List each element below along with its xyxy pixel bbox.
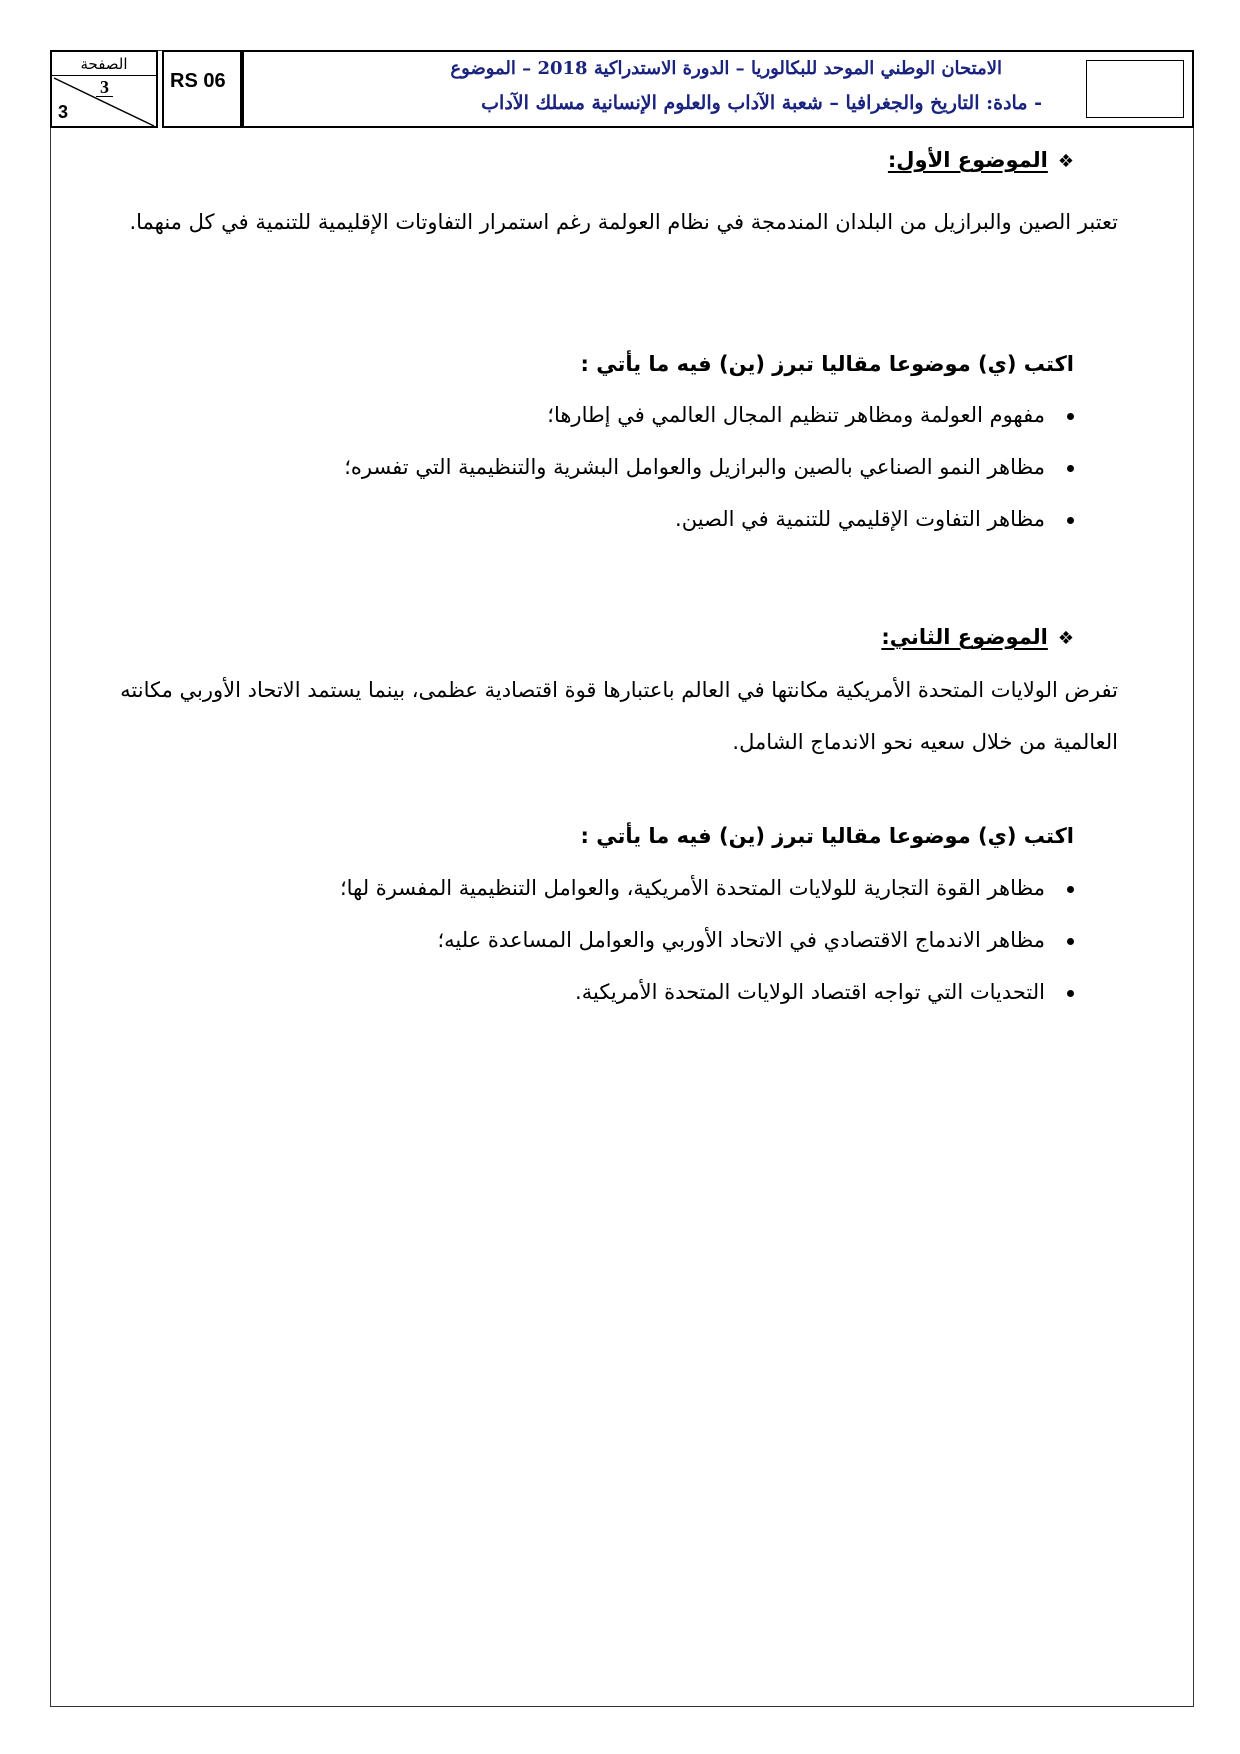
topic1-instruction: اكتب (ي) موضوعا مقاليا تبرز (ين) فيه ما يأتي :: [580, 352, 1074, 376]
topic1-item: مظاهر النمو الصناعي بالصين والبرازيل والعوامل البشرية والتنظيمية التي تفسره؛: [344, 455, 1074, 479]
exam-title-line2: - مادة: التاريخ والجغرافيا – شعبة الآداب والعلوم الإنسانية مسلك الآداب: [481, 92, 1042, 114]
page-current: 3: [96, 78, 113, 97]
bullet-icon: [1067, 465, 1074, 472]
topic1-title: الموضوع الأول:: [887, 148, 1048, 172]
exam-code-box: [162, 50, 242, 128]
topic2-item: مظاهر الاندماج الاقتصادي في الاتحاد الأوربي والعوامل المساعدة عليه؛: [437, 928, 1074, 952]
diamond-bullet-icon: ❖: [1057, 151, 1074, 172]
bullet-icon: [1067, 886, 1074, 893]
exam-code: RS 06: [170, 70, 226, 92]
page-label: الصفحة: [52, 55, 156, 76]
topic1-item: مظاهر التفاوت الإقليمي للتنمية في الصين.: [675, 507, 1074, 531]
diamond-bullet-icon: ❖: [1057, 628, 1074, 649]
topic2-title: الموضوع الثاني:: [881, 625, 1048, 649]
topic1-paragraph: تعتبر الصين والبرازيل من البلدان المندمجة في نظام العولمة رغم استمرار التفاوتات الإقليمية للتنمية في كل منهما.: [129, 210, 1118, 234]
exam-title-line1: الامتحان الوطني الموحد للبكالوريا – الدورة الاستدراكية 2018 – الموضوع: [450, 58, 1002, 79]
topic2-instruction: اكتب (ي) موضوعا مقاليا تبرز (ين) فيه ما يأتي :: [580, 824, 1074, 848]
bullet-icon: [1067, 990, 1074, 997]
topic1-heading: [888, 148, 1074, 172]
page-number-box: [50, 50, 158, 128]
topic2-item: التحديات التي تواجه اقتصاد الولايات المتحدة الأمريكية.: [575, 980, 1074, 1004]
exam-title-box: [242, 50, 1194, 128]
bullet-icon: [1067, 413, 1074, 420]
bullet-icon: [1067, 938, 1074, 945]
topic1-item: مفهوم العولمة ومظاهر تنظيم المجال العالمي في إطارها؛: [547, 403, 1074, 427]
blank-box: [1086, 60, 1184, 118]
topic2-heading: [881, 625, 1074, 649]
page-total: 3: [58, 102, 69, 122]
topic2-item: مظاهر القوة التجارية للولايات المتحدة الأمريكية، والعوامل التنظيمية المفسرة لها؛: [340, 876, 1074, 900]
topic2-paragraph: تفرض الولايات المتحدة الأمريكية مكانتها في العالم باعتبارها قوة اقتصادية عظمى، بينما يستمد الاتحاد الأوربي مكانته العالمية من خلال سعيه نحو الاندماج الشامل.: [120, 678, 1118, 754]
bullet-icon: [1067, 517, 1074, 524]
